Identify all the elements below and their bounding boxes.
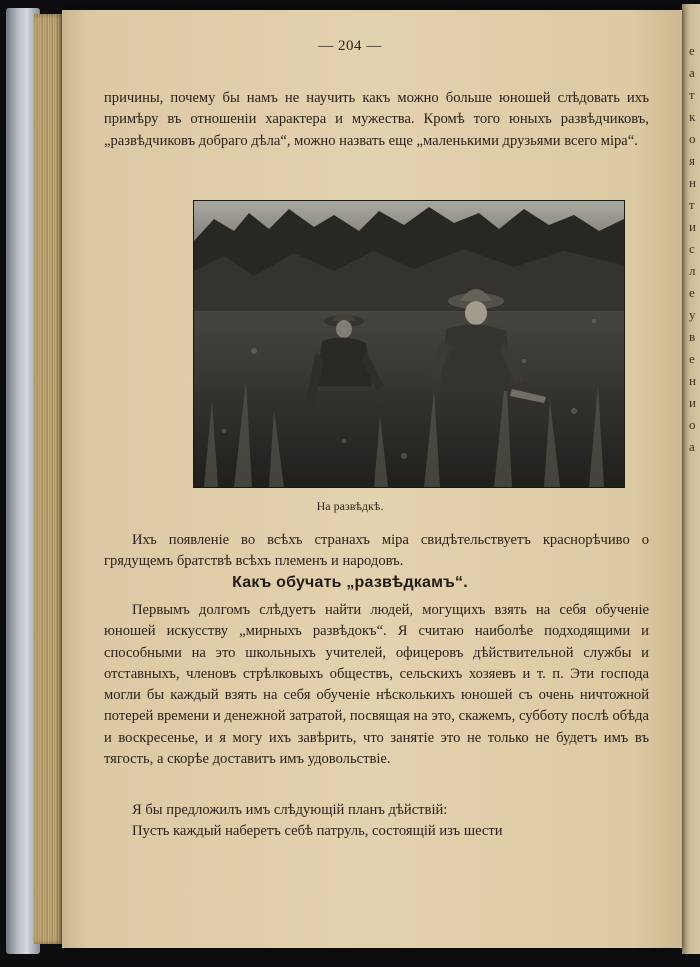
- adjacent-page-glyph: н: [689, 373, 696, 388]
- adjacent-page-glyph: к: [689, 109, 696, 124]
- scouts-photograph: [193, 200, 625, 488]
- adjacent-page-glyph: е: [689, 43, 695, 58]
- page-edges: [34, 14, 64, 944]
- adjacent-page-glyph: о: [689, 131, 696, 146]
- adjacent-page-edge: [682, 4, 700, 954]
- scouts-photo-illustration: [194, 201, 624, 487]
- adjacent-page-glyph: о: [689, 417, 696, 432]
- intro-paragraph: причины, почему бы намъ не научить какъ можно больше юношей слѣдовать ихъ примѣру въ отношеніи характера и мужества. Кромѣ того юныхъ развѣдчиковъ, „развѣдчиковъ добраго дѣла“, можно назвать еще „маленькими друзьями всего міра“.: [104, 90, 649, 149]
- adjacent-page-glyph: т: [689, 87, 695, 102]
- adjacent-page-glyph: е: [689, 285, 695, 300]
- paragraph-plan-intro: Я бы предложилъ имъ слѣдующій планъ дѣйствій:: [132, 802, 448, 818]
- page-number: — 204 —: [318, 38, 382, 54]
- adjacent-page-glyph: н: [689, 175, 696, 190]
- adjacent-page-glyph: я: [689, 153, 695, 168]
- photo-caption: На развѣдкѣ.: [316, 499, 384, 513]
- adjacent-page-glyph: л: [689, 263, 696, 278]
- adjacent-page-glyph: а: [689, 65, 695, 80]
- adjacent-page-glyph: с: [689, 241, 695, 256]
- adjacent-page-glyph: и: [689, 395, 696, 410]
- paragraph-training-duty: Первымъ долгомъ слѣдуетъ найти людей, могущихъ взять на себя обученіе юношей искусству „мирныхъ развѣдокъ“. Я считаю наиболѣе подходящими и способными на это школьныхъ учителей, офицеровъ дѣйствительной службы и отставныхъ, членовъ стрѣлковыхъ обществъ, сельскихъ хозяевъ и т. п. Эти господа могли бы каждый взять на себя обученіе нѣсколькихъ юношей съ очень ничтожной потерей времени и денежной затратой, посвящая на это, скажемъ, субботу послѣ обѣда и воскресенье, и я могу ихъ завѣрить, что занятіе это не только не будетъ имъ въ тягость, а скорѣе доставитъ имъ удовольствіе.: [104, 602, 649, 768]
- adjacent-page-glyph: и: [689, 219, 696, 234]
- adjacent-page-glyph: у: [689, 307, 696, 322]
- adjacent-page-glyph: е: [689, 351, 695, 366]
- paragraph-patrol: Пусть каждый наберетъ себѣ патруль, состоящій изъ шести: [132, 823, 503, 839]
- adjacent-page-glyph: т: [689, 197, 695, 212]
- section-heading: Какъ обучать „развѣдкамъ“.: [232, 574, 468, 591]
- adjacent-page-glyph: в: [689, 329, 696, 344]
- adjacent-page-glyph: а: [689, 439, 695, 454]
- paragraph-brotherhood: Ихъ появленіе во всѣхъ странахъ міра свидѣтельствуетъ краснорѣчиво о грядущемъ братствѣ всѣхъ племенъ и народовъ.: [104, 532, 649, 570]
